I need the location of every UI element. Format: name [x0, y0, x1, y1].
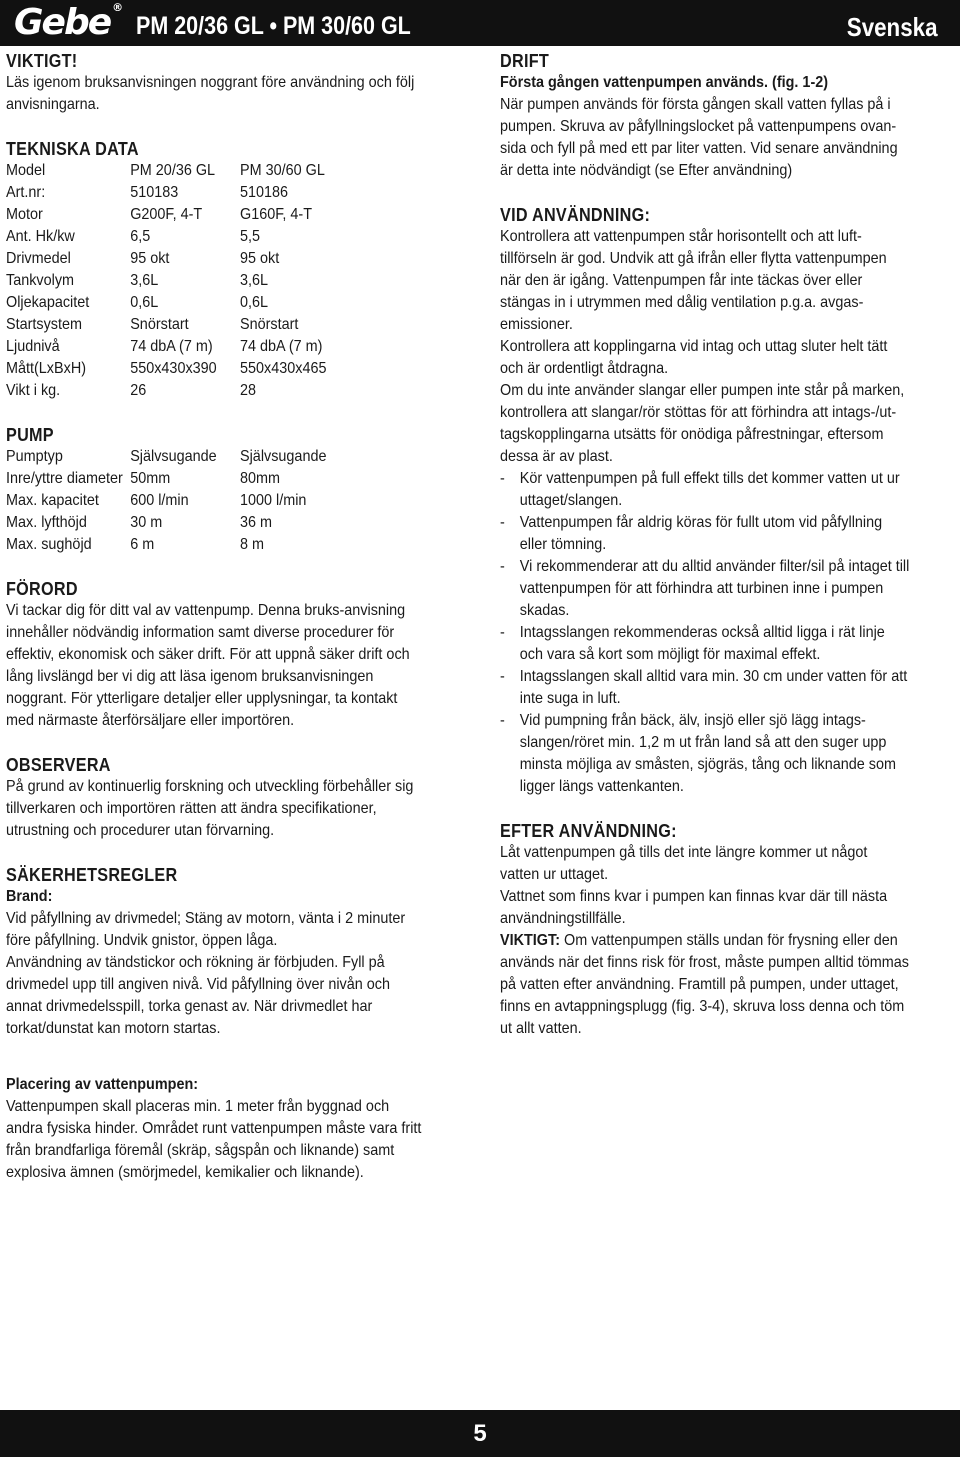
after-use-heading: EFTER ANVÄNDNING:	[500, 821, 677, 841]
table-row	[6, 248, 326, 270]
table-row	[6, 446, 326, 468]
table-cell: Art.nr:	[6, 184, 46, 201]
table-cell: 550x430x390	[130, 360, 217, 377]
drift-subheading: Första gången vattenpumpen används. (fig. 1-2)	[500, 74, 829, 91]
warning-label: VIKTIGT:	[500, 932, 561, 949]
table-cell: 80mm	[240, 470, 281, 487]
table-row	[6, 358, 326, 380]
usage-list	[500, 468, 910, 798]
table-cell: 0,6L	[240, 294, 269, 311]
table-row	[6, 490, 326, 512]
placement-subheading: Placering av vattenpumpen:	[6, 1076, 199, 1093]
table-cell: Oljekapacitet	[6, 294, 90, 311]
table-cell: Vikt i kg.	[6, 382, 61, 399]
observera-text: På grund av kontinuerlig forskning och utveckling förbehåller sig tillverkaren och importören rätten att ändra specifikationer, utrustning och procedurer utan förvarning.	[6, 778, 414, 839]
table-cell: PM 30/60 GL	[240, 162, 325, 179]
table-row	[6, 160, 326, 182]
table-row	[6, 226, 326, 248]
table-cell: Ljudnivå	[6, 338, 60, 355]
table-row	[6, 512, 326, 534]
table-cell: Max. kapacitet	[6, 492, 99, 509]
table-cell: 74 dbA (7 m)	[130, 338, 213, 355]
brand-text-2: Användning av tändstickor och rökning är förbjuden. Fyll på drivmedel upp till angiven nivå. Vid påfyllning över nivån och annat drivmedelsspill, torka genast av. När drivmedlet har torkat/dunstat kan motorn startas.	[6, 954, 390, 1037]
table-cell: 26	[130, 382, 147, 399]
table-cell: 6,5	[130, 228, 151, 245]
table-row	[6, 182, 326, 204]
table-row	[6, 380, 326, 402]
table-cell: Max. lyfthöjd	[6, 514, 87, 531]
table-cell: 6 m	[130, 536, 155, 553]
table-cell: 95 okt	[240, 250, 280, 267]
table-cell: Motor	[6, 206, 43, 223]
brand-text-1: Vid påfyllning av drivmedel; Stäng av motorn, vänta i 2 minuter före påfyllning. Undvik gnistor, öppen låga.	[6, 910, 406, 949]
warning-text: Om vattenpumpen ställs undan för frysning eller den används när det finns risk för frost, måste pumpen alltid tömmas på vatten efter användning. Framtill på pumpen, under uttaget, finns en avtappningsplugg (fig. 3-4), skruva loss denna och töm ut allt vatten.	[500, 932, 909, 1037]
table-cell: Inre/yttre diameter	[6, 470, 123, 487]
table-row	[6, 204, 326, 226]
forord-heading: FÖRORD	[6, 579, 78, 599]
viktigt-heading: VIKTIGT!	[6, 51, 78, 71]
after-use-paragraph-1: Låt vattenpumpen gå tills det inte längre kommer ut något vatten ur uttaget.	[500, 844, 868, 883]
table-cell: 50mm	[130, 470, 171, 487]
observera-heading: OBSERVERA	[6, 755, 111, 775]
usage-paragraph-2: Kontrollera att kopplingarna vid intag och uttag sluter helt tätt och är ordentligt åtdragna.	[500, 338, 888, 377]
table-row	[6, 534, 326, 556]
forord-text: Vi tackar dig för ditt val av vattenpump. Denna bruks-anvisning innehåller nödvändig information samt diverse procedurer för effektiv, ekonomisk och säker drift. För att uppnå säker drift och lång livslängd ber vi dig att läsa igenom bruksanvisningen noggrant. För ytterligare detaljer eller upplysningar, ta kontakt med närmaste återförsäljare eller importören.	[6, 602, 410, 729]
table-cell: Pumptyp	[6, 448, 63, 465]
table-cell: 95 okt	[130, 250, 170, 267]
language-label: Svenska	[847, 12, 938, 42]
tech-data-heading: TEKNISKA DATA	[6, 139, 139, 159]
table-cell: Självsugande	[130, 448, 217, 465]
table-cell: Drivmedel	[6, 250, 71, 267]
table-cell: 1000 l/min	[240, 492, 307, 509]
table-row	[6, 270, 326, 292]
table-cell: Mått(LxBxH)	[6, 360, 87, 377]
table-cell: PM 20/36 GL	[130, 162, 216, 179]
table-cell: Ant. Hk/kw	[6, 228, 75, 245]
after-use-warning	[500, 930, 910, 1040]
table-cell: Snörstart	[240, 316, 299, 333]
table-row	[6, 314, 326, 336]
table-cell: Självsugande	[240, 448, 327, 465]
table-cell: 600 l/min	[130, 492, 189, 509]
table-cell: 550x430x465	[240, 360, 327, 377]
table-cell: 28	[240, 382, 257, 399]
usage-paragraph-1: Kontrollera att vattenpumpen står horisontellt och att luft-tillförseln är god. Undvik att gå ifrån eller flytta vattenpumpen när den är igång. Vattenpumpen får inte täckas över eller stängas in i utrymmen med dålig ventilation p.g.a. avgas-emissioner.	[500, 228, 887, 333]
placement-text: Vattenpumpen skall placeras min. 1 meter från byggnad och andra fysiska hinder. Området runt vattenpumpen måste vara fritt från brandfarliga föremål (skräp, sågspån och liknande) samt explosiva ämnen (smörjmedel, kemikalier och liknande).	[6, 1098, 422, 1181]
registered-mark: ®	[112, 1, 124, 14]
table-cell: 0,6L	[130, 294, 159, 311]
table-cell: 3,6L	[240, 272, 269, 289]
drift-heading: DRIFT	[500, 51, 550, 71]
table-cell: 510186	[240, 184, 289, 201]
pump-table	[6, 446, 326, 556]
table-cell: Max. sughöjd	[6, 536, 92, 553]
table-row	[6, 468, 326, 490]
pump-heading: PUMP	[6, 425, 54, 445]
list-item: - Intagsslangen skall alltid vara min. 30 cm under vatten för att inte suga in luft.	[500, 666, 910, 710]
safety-heading: SÄKERHETSREGLER	[6, 865, 178, 885]
tech-data-table	[6, 160, 326, 402]
left-column	[6, 50, 427, 1184]
table-cell: 510183	[130, 184, 179, 201]
table-row	[6, 292, 326, 314]
gebe-logo	[14, 2, 123, 43]
after-use-paragraph-2: Vattnet som finns kvar i pumpen kan finnas kvar där till nästa användningstillfälle.	[500, 888, 888, 927]
table-cell: 8 m	[240, 536, 265, 553]
right-column	[500, 50, 910, 1040]
table-cell: Model	[6, 162, 46, 179]
table-cell: 74 dbA (7 m)	[240, 338, 323, 355]
drift-text: När pumpen används för första gången skall vatten fyllas på i pumpen. Skruva av påfyllningslocket på vattenpumpens ovan-sida och fyll på med ett par liter vatten. Vid senare användning är detta inte nödvändigt (se Efter användning)	[500, 96, 898, 179]
brand-name: Gebe	[14, 2, 111, 43]
list-item: - Vi rekommenderar att du alltid använder filter/sil på intaget till vattenpumpen för att förhindra att turbinen inne i pumpen skadas.	[500, 556, 910, 622]
usage-heading: VID ANVÄNDNING:	[500, 205, 651, 225]
table-cell: Snörstart	[130, 316, 189, 333]
table-cell: Tankvolym	[6, 272, 75, 289]
page-footer	[0, 1410, 960, 1457]
table-cell: Startsystem	[6, 316, 83, 333]
list-item: - Intagsslangen rekommenderas också alltid ligga i rät linje och vara så kort som möjligt för maximal effekt.	[500, 622, 910, 666]
table-cell: G200F, 4-T	[130, 206, 203, 223]
table-cell: 36 m	[240, 514, 273, 531]
list-item: - Kör vattenpumpen på full effekt tills det kommer vatten ut ur uttaget/slangen.	[500, 468, 910, 512]
usage-paragraph-3: Om du inte använder slangar eller pumpen inte står på marken, kontrollera att slangar/rör stöttas för att förhindra att intags-/ut-tagskopplingarna utsätts för onödiga påfrestningar, eftersom dessa är av plast.	[500, 382, 905, 465]
viktigt-text: Läs igenom bruksanvisningen noggrant före användning och följ anvisningarna.	[6, 74, 415, 113]
model-title: PM 20/36 GL • PM 30/60 GL	[136, 12, 411, 40]
table-cell: 3,6L	[130, 272, 159, 289]
list-item: - Vattenpumpen får aldrig köras för fullt utom vid påfyllning eller tömning.	[500, 512, 910, 556]
brand-subheading: Brand:	[6, 888, 53, 905]
page-header	[0, 0, 960, 46]
table-cell: G160F, 4-T	[240, 206, 313, 223]
list-item: - Vid pumpning från bäck, älv, insjö eller sjö lägg intags-slangen/röret min. 1,2 m ut från land så att den suger upp minsta möjliga av småsten, sjögräs, tång och liknande som ligger längs vattenkanten.	[500, 710, 910, 798]
page-number: 5	[473, 1420, 487, 1447]
table-cell: 30 m	[130, 514, 163, 531]
table-row	[6, 336, 326, 358]
table-cell: 5,5	[240, 228, 261, 245]
